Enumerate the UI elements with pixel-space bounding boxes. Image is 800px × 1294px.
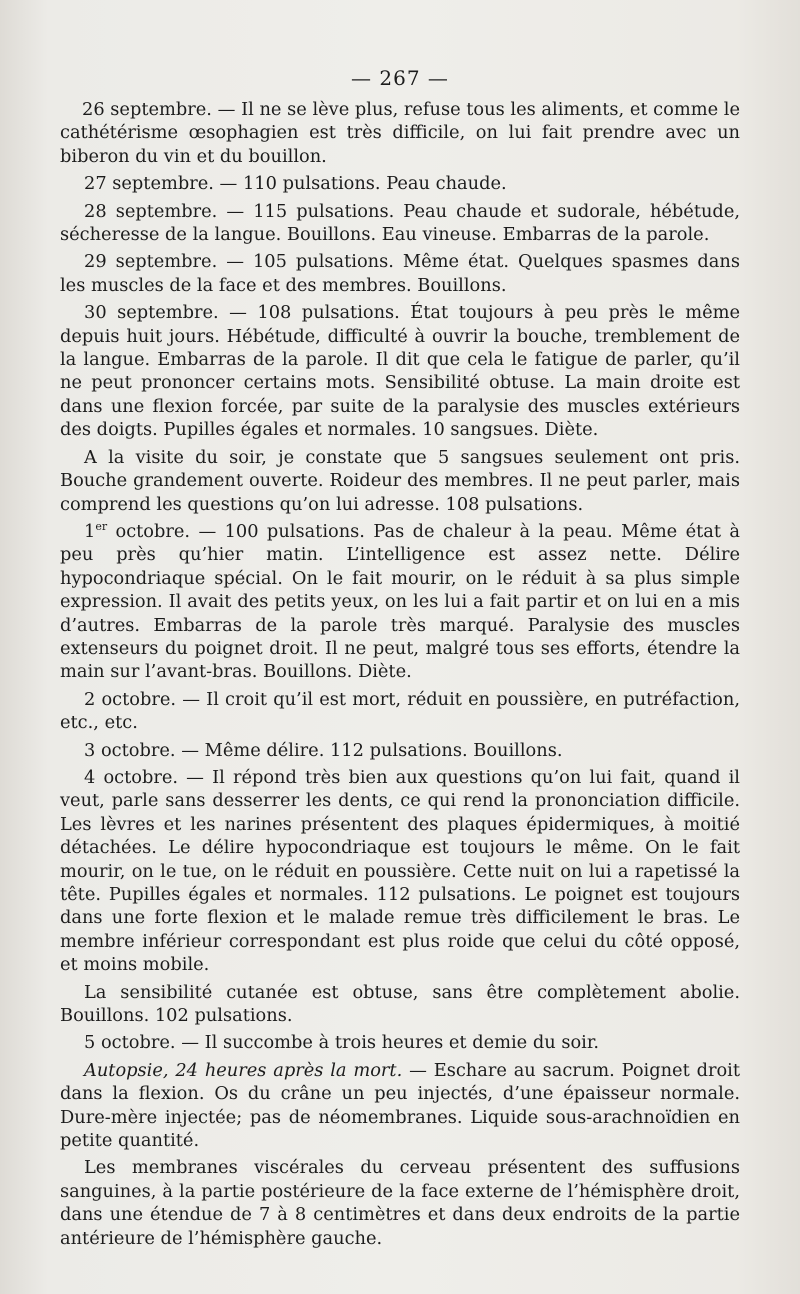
paragraph-autopsie xyxy=(60,1059,740,1153)
paragraph-28-septembre: 28 septembre. — 115 pulsations. Peau chaude et sudorale, hébétude, sécheresse de la langue. Bouillons. Eau vineuse. Embarras de la parole. xyxy=(60,200,740,246)
page-number: — 267 — xyxy=(351,66,449,90)
paragraph-2-octobre: 2 octobre. — Il croit qu’il est mort, réduit en poussière, en putréfaction, etc., etc. xyxy=(60,688,740,734)
paragraph-1-octobre-text: octobre. — 100 pulsations. Pas de chaleur à la peau. Même état à peu près qu’hier matin. L’intelligence est assez nette. Délire hypocondriaque spécial. On le fait mourir, on le réduit à sa plus simple expression. Il avait des petits yeux, on les lui a fait partir et on lui en a mis d’autres. Embarras de la parole très marqué. Paralysie des muscles extenseurs du poignet droit. Il ne peut, malgré tous ses efforts, étendre la main sur l’avant-bras. Bouillons. Diète. xyxy=(60,520,740,683)
paragraph-autopsie-text: — Eschare au sacrum. Poignet droit dans la flexion. Os du crâne un peu injectés, d’une épaisseur normale. Dure-mère injectée; pas de néomembranes. Liquide sous-arachnoïdien en petite quantité. xyxy=(60,1059,740,1152)
paragraph-29-septembre: 29 septembre. — 105 pulsations. Même état. Quelques spasmes dans les muscles de la face et des membres. Bouillons. xyxy=(60,251,740,296)
date-day: 1 xyxy=(84,520,96,542)
paragraph-4-octobre: 4 octobre. — Il répond très bien aux questions qu’on lui fait, quand il veut, parle sans desserrer les dents, ce qui rend la prononciation difficile. Les lèvres et les narines présentent des plaques épidermiques, à moitié détachées. Le délire hypocondriaque est toujours le même. On le fait mourir, on le tue, on le réduit en poussière. Cette nuit on lui a rapetissé la tête. Pupilles égales et normales. 112 pulsations. Le poignet est toujours dans une forte flexion et le malade remue très difficilement le bras. Le membre inférieur correspondant est plus roide que celui du côté opposé, et moins mobile. xyxy=(60,766,740,976)
paragraph-sensibilite: La sensibilité cutanée est obtuse, sans être complètement abolie. Bouillons. 102 pulsations. xyxy=(60,981,740,1027)
paragraph-1-octobre xyxy=(60,520,740,684)
paragraph-26-septembre: 26 septembre. — Il ne se lève plus, refuse tous les aliments, et comme le cathétérisme œsophagien est très difficile, on lui fait prendre avec un biberon du vin et du bouillon. xyxy=(60,99,740,167)
paragraph-30-septembre: 30 septembre. — 108 pulsations. État toujours à peu près le même depuis huit jours. Hébétude, difficulté à ouvrir la bouche, tremblement de la langue. Embarras de la parole. Il dit que cela le fatigue de parler, qu’il ne peut prononcer certains mots. Sensibilité obtuse. La main droite est dans une flexion forcée, par suite de la paralysie des muscles extérieurs des doigts. Pupilles égales et normales. 10 sangsues. Diète. xyxy=(60,302,740,441)
paragraph-membranes: Les membranes viscérales du cerveau présentent des suffusions sanguines, à la partie postérieure de la face externe de l’hémisphère droit, dans une étendue de 7 à 8 centimètres et dans deux endroits de la partie antérieure de l’hémisphère gauche. xyxy=(60,1157,740,1249)
paragraph-3-octobre: 3 octobre. — Même délire. 112 pulsations. Bouillons. xyxy=(84,739,563,761)
paragraph-5-octobre: 5 octobre. — Il succombe à trois heures et demie du soir. xyxy=(84,1032,600,1054)
paragraph-27-septembre: 27 septembre. — 110 pulsations. Peau chaude. xyxy=(84,173,507,195)
body-text xyxy=(60,98,740,1254)
paragraph-visite-soir: A la visite du soir, je constate que 5 sangsues seulement ont pris. Bouche grandement ouverte. Roideur des membres. Il ne peut parler, mais comprend les questions qu’on lui adresse. 108 pulsations. xyxy=(60,446,740,515)
autopsie-heading: Autopsie, 24 heures après la mort. xyxy=(84,1059,403,1081)
ordinal-superscript: er xyxy=(95,519,108,533)
